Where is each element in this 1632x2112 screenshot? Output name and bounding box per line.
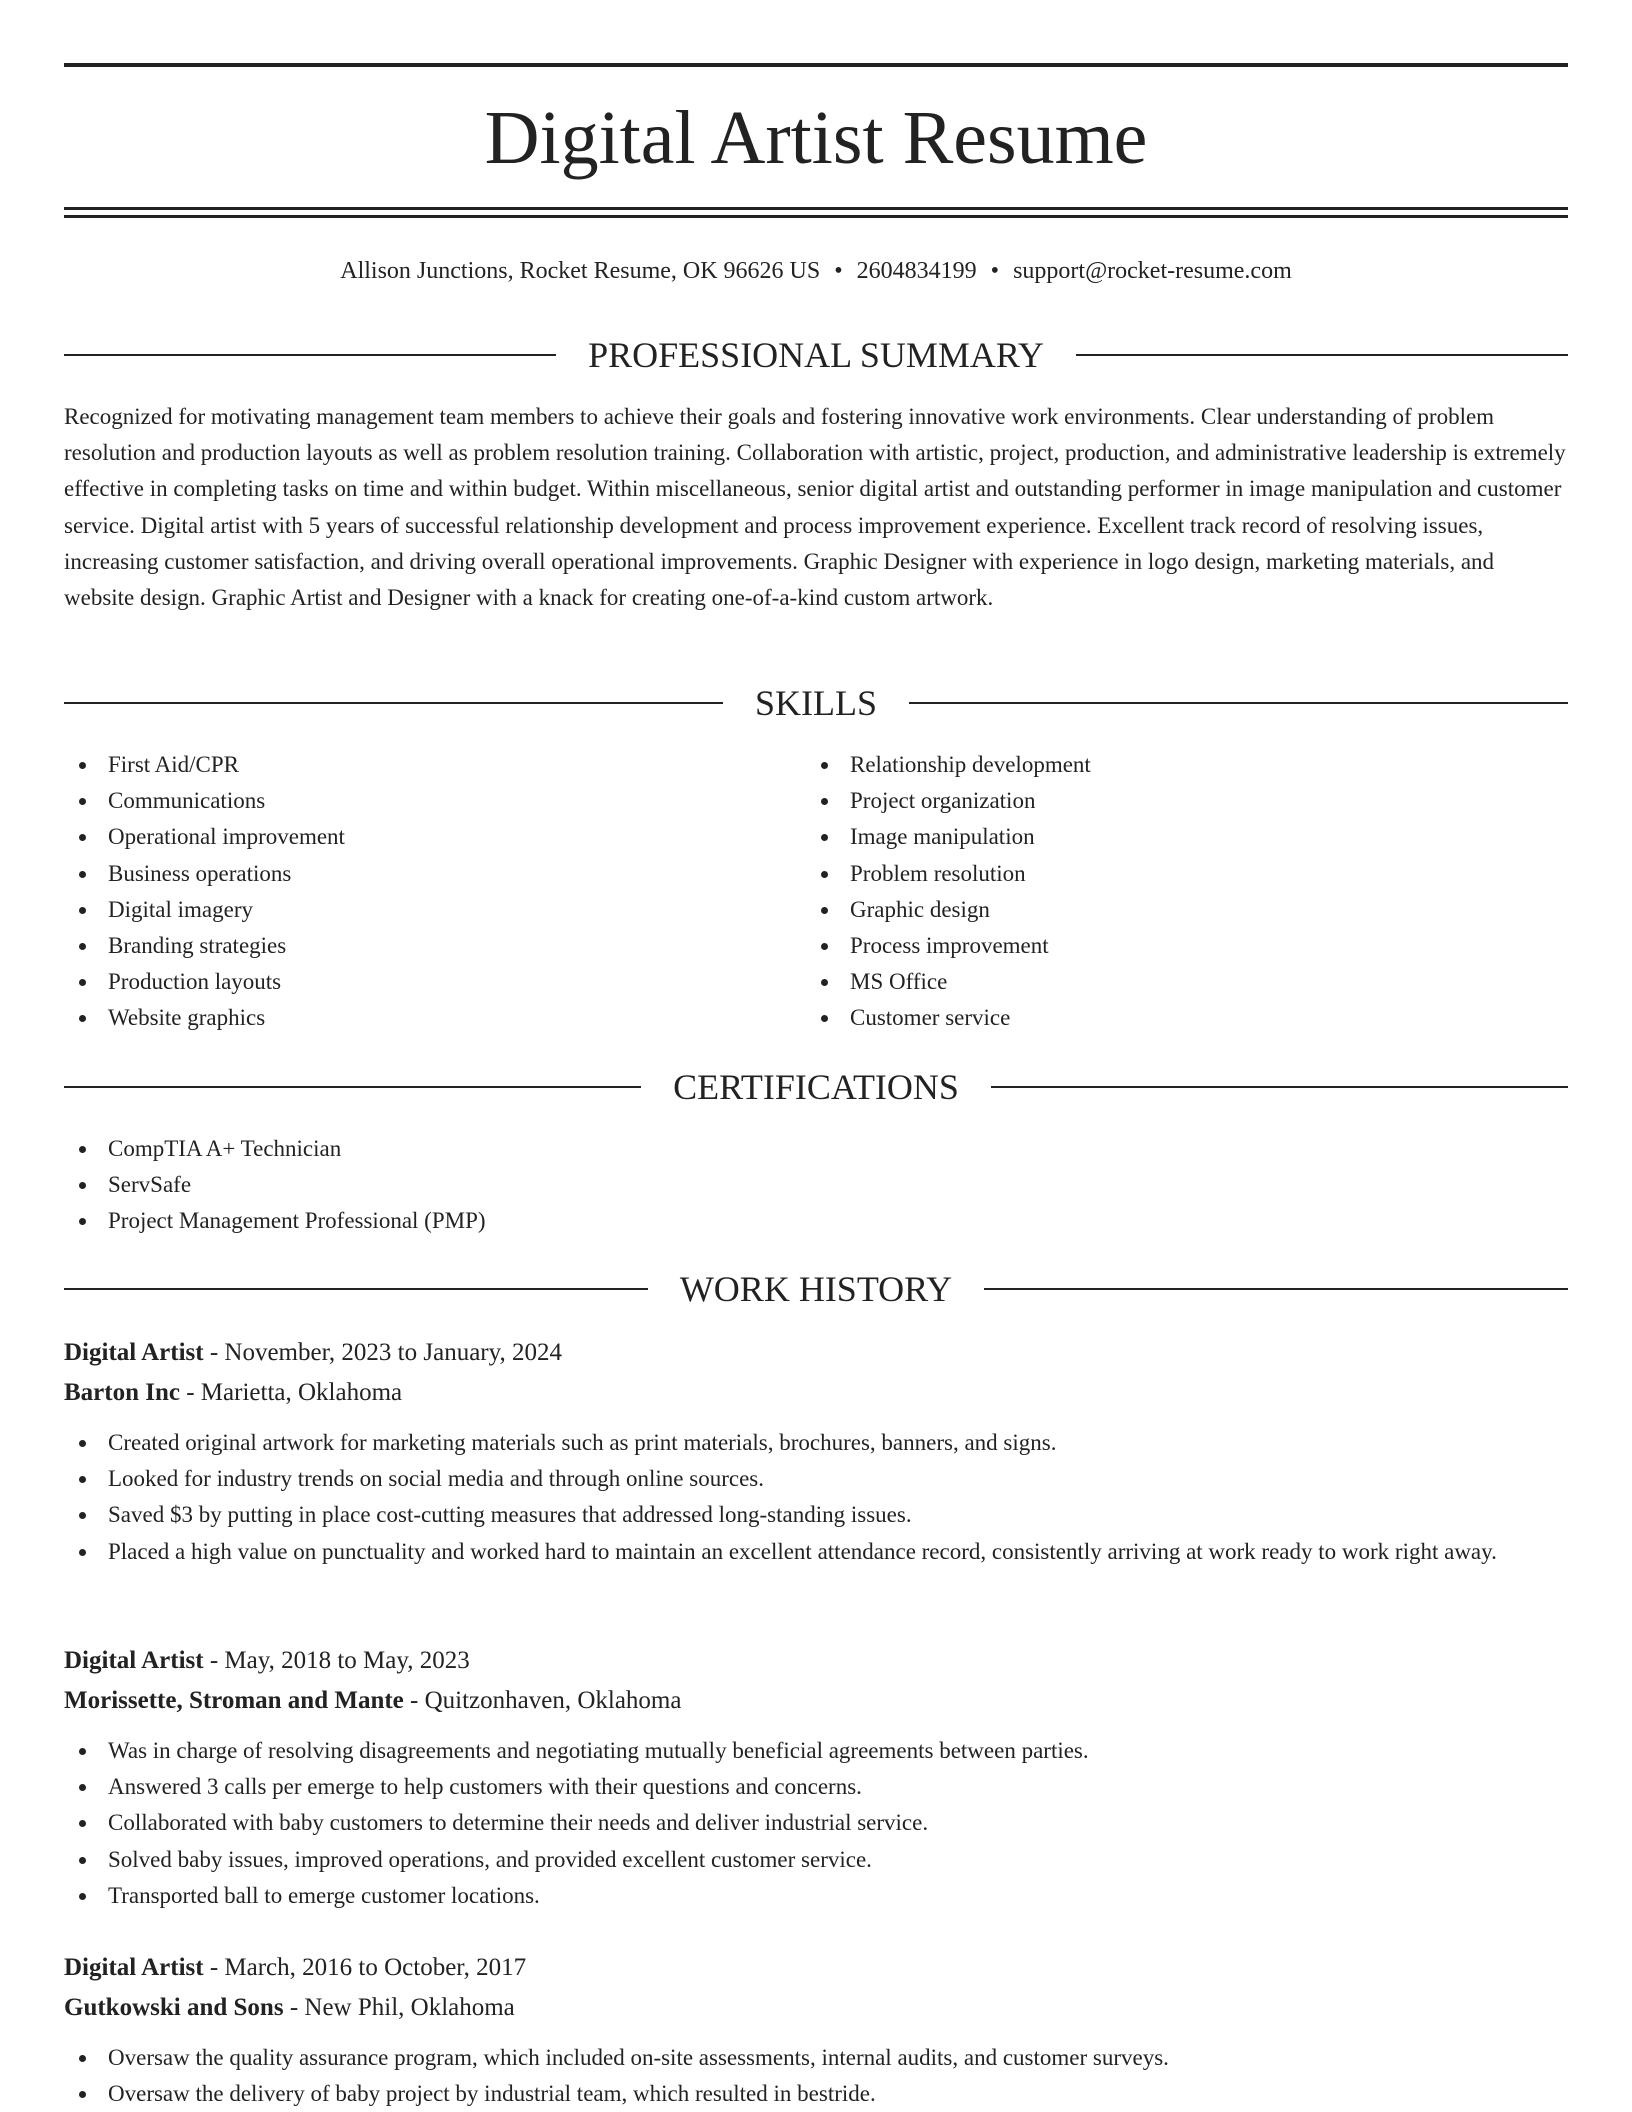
- job-duty-item: Placed a high value on punctuality and worked hard to maintain an excellent attendance record, consistently arriving at work ready to work right away.: [64, 1534, 1568, 1570]
- skill-item: Problem resolution: [806, 856, 1506, 892]
- section-header-certifications: [64, 1067, 1568, 1107]
- job-duties-list: [64, 1425, 1568, 1570]
- page-title: Digital Artist Resume: [484, 96, 1148, 180]
- job-dates: - November, 2023 to January, 2024: [203, 1339, 562, 1366]
- contact-phone: 2604834199: [856, 258, 977, 284]
- job-duty-item: Saved $3 by putting in place cost-cutting measures that addressed long-standing issues.: [64, 1497, 1568, 1533]
- skill-item: Project organization: [806, 783, 1506, 819]
- job-title-line: [64, 1641, 1568, 1681]
- job-duty-item: Transported ball to emerge customer locations.: [64, 1878, 1568, 1914]
- job-duty-item: Collaborated with baby customers to determine their needs and deliver industrial service.: [64, 1805, 1568, 1841]
- job-duty-item: Oversaw the delivery of baby project by industrial team, which resulted in bestride.: [64, 2076, 1568, 2112]
- skill-item: Communications: [64, 783, 764, 819]
- job-entry: [64, 1948, 1568, 2112]
- job-company: Barton Inc: [64, 1379, 180, 1406]
- skill-item: Production layouts: [64, 964, 764, 1000]
- contact-address: Allison Junctions, Rocket Resume, OK 96626 US: [340, 258, 821, 284]
- skill-item: Operational improvement: [64, 819, 764, 855]
- title-rule-upper: [64, 207, 1568, 210]
- job-duty-item: Created original artwork for marketing materials such as print materials, brochures, banners, and signs.: [64, 1425, 1568, 1461]
- section-rule: [1076, 354, 1568, 356]
- skill-item: Process improvement: [806, 928, 1506, 964]
- section-rule: [909, 702, 1568, 704]
- job-entry: [64, 1641, 1568, 1914]
- certification-item: Project Management Professional (PMP): [64, 1203, 1568, 1239]
- job-location: - Marietta, Oklahoma: [179, 1379, 403, 1406]
- job-company-line: [64, 1681, 1568, 1721]
- job-location: - New Phil, Oklahoma: [283, 1994, 515, 2021]
- skill-item: Graphic design: [806, 892, 1506, 928]
- job-duty-item: Solved baby issues, improved operations, and provided excellent customer service.: [64, 1842, 1568, 1878]
- job-duty-item: Answered 3 calls per emerge to help customers with their questions and concerns.: [64, 1769, 1568, 1805]
- skill-item: Customer service: [806, 1000, 1506, 1036]
- section-rule: [64, 1288, 648, 1290]
- section-header-summary: [64, 335, 1568, 375]
- job-duty-item: Oversaw the quality assurance program, which included on-site assessments, internal audits, and customer surveys.: [64, 2040, 1568, 2076]
- job-entry: [64, 1333, 1568, 1570]
- section-rule: [984, 1288, 1568, 1290]
- job-duty-item: Looked for industry trends on social media and through online sources.: [64, 1461, 1568, 1497]
- job-dates: - May, 2018 to May, 2023: [203, 1647, 470, 1674]
- section-rule: [64, 354, 556, 356]
- job-duty-item: Was in charge of resolving disagreements and negotiating mutually beneficial agreements between parties.: [64, 1733, 1568, 1769]
- job-company-line: [64, 1373, 1568, 1413]
- certification-item: CompTIA A+ Technician: [64, 1131, 1568, 1167]
- job-title-line: [64, 1948, 1568, 1988]
- skill-item: Image manipulation: [806, 819, 1506, 855]
- job-title-line: [64, 1333, 1568, 1373]
- section-title: PROFESSIONAL SUMMARY: [588, 335, 1044, 375]
- skills-list-left: [64, 747, 764, 1037]
- certification-item: ServSafe: [64, 1167, 1568, 1203]
- section-title: WORK HISTORY: [679, 1269, 953, 1309]
- job-company: Morissette, Stroman and Mante: [64, 1687, 404, 1714]
- certifications-list: [64, 1131, 1568, 1240]
- section-rule: [64, 1086, 641, 1088]
- skill-item: Branding strategies: [64, 928, 764, 964]
- skill-item: Relationship development: [806, 747, 1506, 783]
- contact-separator: •: [834, 258, 843, 284]
- contact-separator: •: [990, 258, 1000, 284]
- section-header-skills: [64, 683, 1568, 723]
- top-rule: [64, 63, 1568, 67]
- job-duties-list: [64, 2040, 1568, 2112]
- section-title: CERTIFICATIONS: [673, 1067, 959, 1107]
- job-company-line: [64, 1988, 1568, 2028]
- skill-item: Digital imagery: [64, 892, 764, 928]
- section-rule: [64, 702, 723, 704]
- skill-item: Business operations: [64, 856, 764, 892]
- skills-list-right: [806, 747, 1506, 1037]
- summary-paragraph: Recognized for motivating management team members to achieve their goals and fostering innovative work environments. Clear understanding of problem resolution and production layouts as well as problem resolution training. Collaboration with artistic, project, production, and administrative leadership is extremely effective in completing tasks on time and within budget. Within miscellaneous, senior digital artist and outstanding performer in image manipulation and customer service. Digital artist with 5 years of successful relationship development and process improvement experience. Excellent track record of resolving issues, increasing customer satisfaction, and driving overall operational improvements. Graphic Designer with experience in logo design, marketing materials, and website design. Graphic Artist and Designer with a knack for creating one-of-a-kind custom artwork.: [64, 404, 1566, 611]
- job-role: Digital Artist: [64, 1339, 204, 1366]
- skill-item: Website graphics: [64, 1000, 764, 1036]
- section-rule: [991, 1086, 1568, 1088]
- section-title: SKILLS: [755, 683, 878, 723]
- job-role: Digital Artist: [64, 1954, 204, 1981]
- contact-line: [64, 254, 1568, 288]
- job-role: Digital Artist: [64, 1647, 204, 1674]
- title-rule-lower: [64, 215, 1568, 218]
- job-location: - Quitzonhaven, Oklahoma: [403, 1687, 682, 1714]
- skill-item: MS Office: [806, 964, 1506, 1000]
- section-header-work-history: [64, 1269, 1568, 1309]
- skill-item: First Aid/CPR: [64, 747, 764, 783]
- job-company: Gutkowski and Sons: [64, 1994, 284, 2021]
- job-dates: - March, 2016 to October, 2017: [203, 1954, 527, 1981]
- job-duties-list: [64, 1733, 1568, 1914]
- contact-email: support@rocket-resume.com: [1013, 258, 1292, 284]
